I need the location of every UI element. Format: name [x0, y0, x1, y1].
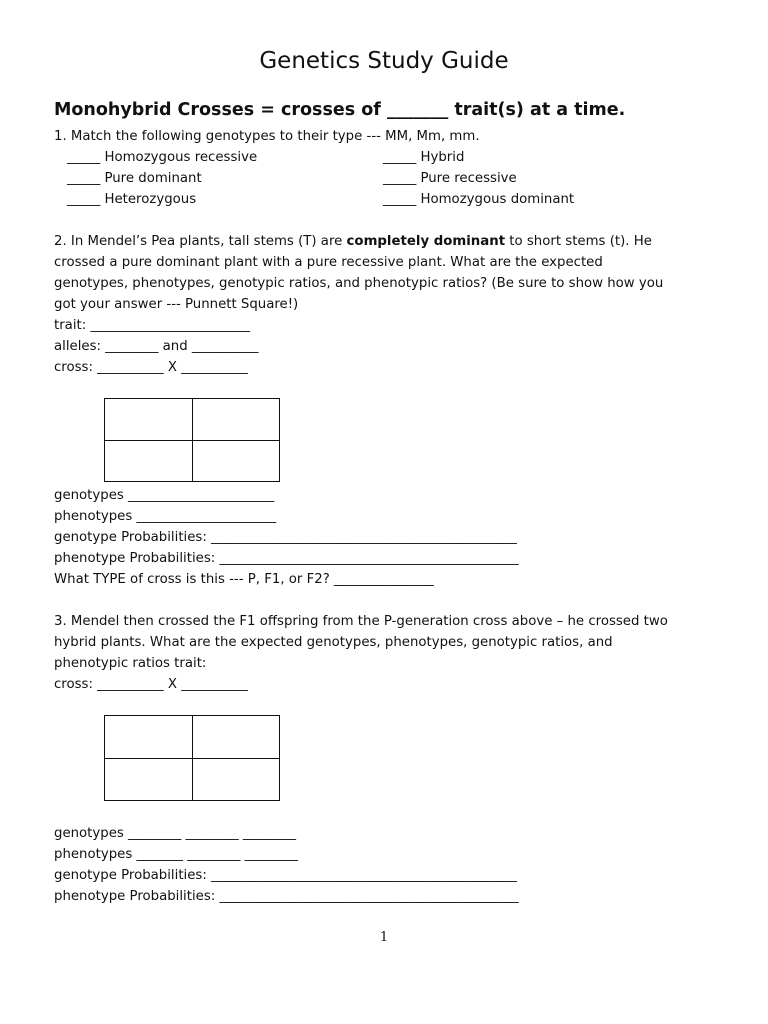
q2-line: crossed a pure dominant plant with a pure recessive plant. What are the expected	[54, 255, 603, 270]
q1-row	[67, 189, 575, 210]
q2-line: got your answer --- Punnett Square!)	[54, 297, 299, 312]
q2-genotypes-field: genotypes ______________________	[54, 488, 275, 503]
section-heading: Monohybrid Crosses = crosses of _______ trait(s) at a time.	[54, 100, 626, 120]
q3-genotypes-field: genotypes ________ ________ ________	[54, 826, 297, 841]
q3-phenotypes-field: phenotypes _______ ________ ________	[54, 847, 298, 862]
q3-line: hybrid plants. What are the expected genotypes, phenotypes, genotypic ratios, and	[54, 635, 613, 650]
q1-row	[67, 168, 517, 189]
q2-text: to short stems (t). He	[505, 234, 652, 249]
q2-text: 2. In Mendel’s Pea plants, tall stems (T) are	[54, 234, 347, 249]
page-number: 1	[379, 930, 389, 945]
q2-genotype-probabilities: genotype Probabilities: ______________________________________________	[54, 530, 517, 545]
q1-item: _____ Pure recessive	[383, 171, 517, 186]
q1-item: _____ Pure dominant	[67, 171, 202, 186]
q1-item: _____ Homozygous recessive	[67, 150, 258, 165]
q2-cross-field: cross: __________ X __________	[54, 360, 248, 375]
q1-item: _____ Homozygous dominant	[383, 192, 575, 207]
q3-punnett-square	[104, 715, 280, 801]
q1-item: _____ Hybrid	[383, 150, 465, 165]
q1-item: _____ Heterozygous	[67, 192, 197, 207]
q1-row	[67, 147, 465, 168]
q3-line: phenotypic ratios trait:	[54, 656, 207, 671]
q2-line: genotypes, phenotypes, genotypic ratios, and phenotypic ratios? (Be sure to show how you	[54, 276, 664, 291]
grid-line	[105, 758, 279, 759]
q3-line: 3. Mendel then crossed the F1 offspring from the P-generation cross above – he crossed two	[54, 614, 668, 629]
q2-phenotypes-field: phenotypes _____________________	[54, 509, 277, 524]
q3-phenotype-probabilities: phenotype Probabilities: _____________________________________________	[54, 889, 519, 904]
q1-prompt: 1. Match the following genotypes to their type --- MM, Mm, mm.	[54, 129, 480, 144]
page-title: Genetics Study Guide	[259, 48, 509, 74]
q3-cross-field: cross: __________ X __________	[54, 677, 248, 692]
q2-punnett-square	[104, 398, 280, 482]
q2-phenotype-probabilities: phenotype Probabilities: _____________________________________________	[54, 551, 519, 566]
q2-emphasis: completely dominant	[346, 234, 506, 249]
q2-alleles-field: alleles: ________ and __________	[54, 339, 259, 354]
q2-line	[54, 231, 652, 252]
grid-line	[105, 440, 279, 441]
q3-genotype-probabilities: genotype Probabilities: ______________________________________________	[54, 868, 517, 883]
q2-cross-type: What TYPE of cross is this --- P, F1, or F2? _______________	[54, 572, 434, 587]
q2-trait-field: trait: ________________________	[54, 318, 251, 333]
